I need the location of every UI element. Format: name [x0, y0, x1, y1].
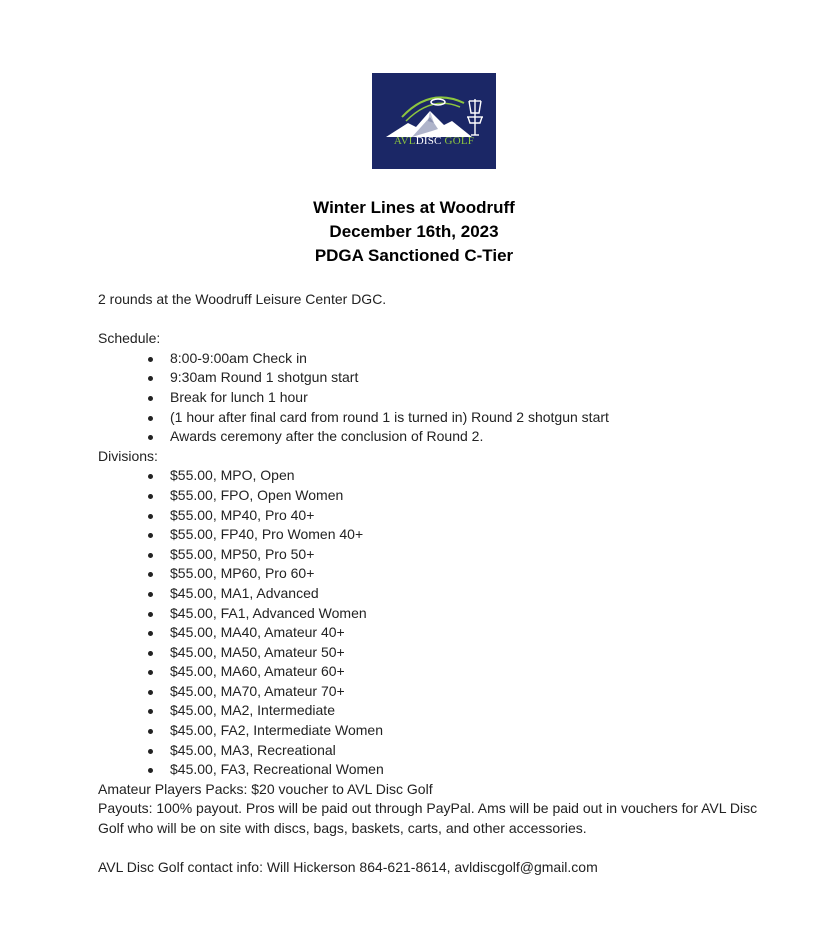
schedule-item: Break for lunch 1 hour: [98, 388, 778, 408]
division-item: $45.00, MA2, Intermediate: [98, 701, 778, 721]
division-item: $55.00, MP60, Pro 60+: [98, 564, 778, 584]
divisions-heading: Divisions:: [98, 447, 158, 464]
schedule-item: (1 hour after final card from round 1 is turned in) Round 2 shotgun start: [98, 408, 778, 428]
division-item: $45.00, MA70, Amateur 70+: [98, 682, 778, 702]
amateur-packs-text: Amateur Players Packs: $20 voucher to AVL Disc Golf: [98, 780, 433, 797]
division-item: $45.00, MA3, Recreational: [98, 741, 778, 761]
logo-wordmark: [372, 135, 496, 147]
logo-text-golf: GOLF: [444, 135, 475, 147]
division-item: $45.00, MA60, Amateur 60+: [98, 662, 778, 682]
avl-disc-golf-logo: [372, 73, 496, 169]
spacer: [98, 310, 778, 330]
schedule-item: Awards ceremony after the conclusion of Round 2.: [98, 427, 778, 447]
division-item: $45.00, FA2, Intermediate Women: [98, 721, 778, 741]
division-item: $55.00, FPO, Open Women: [98, 486, 778, 506]
division-item: $55.00, MP50, Pro 50+: [98, 545, 778, 565]
payouts-text: Payouts: 100% payout. Pros will be paid out through PayPal. Ams will be paid out in vouchers for AVL Disc Golf who will be on site with discs, bags, baskets, carts, and other accessories.: [98, 800, 758, 837]
division-item: $45.00, FA1, Advanced Women: [98, 604, 778, 624]
logo-text-disc: DISC: [415, 135, 442, 147]
division-item: $45.00, MA1, Advanced: [98, 584, 778, 604]
logo-text-avl: AVL: [393, 135, 416, 147]
document-header: [0, 196, 828, 268]
division-item: $55.00, MPO, Open: [98, 466, 778, 486]
spacer: [98, 839, 778, 859]
event-date: December 16th, 2023: [329, 222, 499, 241]
schedule-list: [98, 349, 778, 447]
division-item: $45.00, MA50, Amateur 50+: [98, 643, 778, 663]
intro-text: 2 rounds at the Woodruff Leisure Center DGC.: [98, 291, 387, 307]
mountain-basket-icon: [372, 73, 496, 169]
contact-info: AVL Disc Golf contact info: Will Hickerson 864-621-8614, avldiscgolf@gmail.com: [98, 859, 598, 876]
division-item: $45.00, FA3, Recreational Women: [98, 760, 778, 780]
division-item: $45.00, MA40, Amateur 40+: [98, 623, 778, 643]
event-title: Winter Lines at Woodruff: [313, 198, 515, 217]
event-tier: PDGA Sanctioned C-Tier: [314, 246, 514, 265]
document-body: [98, 290, 778, 878]
division-item: $55.00, MP40, Pro 40+: [98, 506, 778, 526]
division-item: $55.00, FP40, Pro Women 40+: [98, 525, 778, 545]
schedule-item: 8:00-9:00am Check in: [98, 349, 778, 369]
schedule-item: 9:30am Round 1 shotgun start: [98, 368, 778, 388]
divisions-list: [98, 466, 778, 780]
schedule-heading: Schedule:: [98, 330, 161, 347]
